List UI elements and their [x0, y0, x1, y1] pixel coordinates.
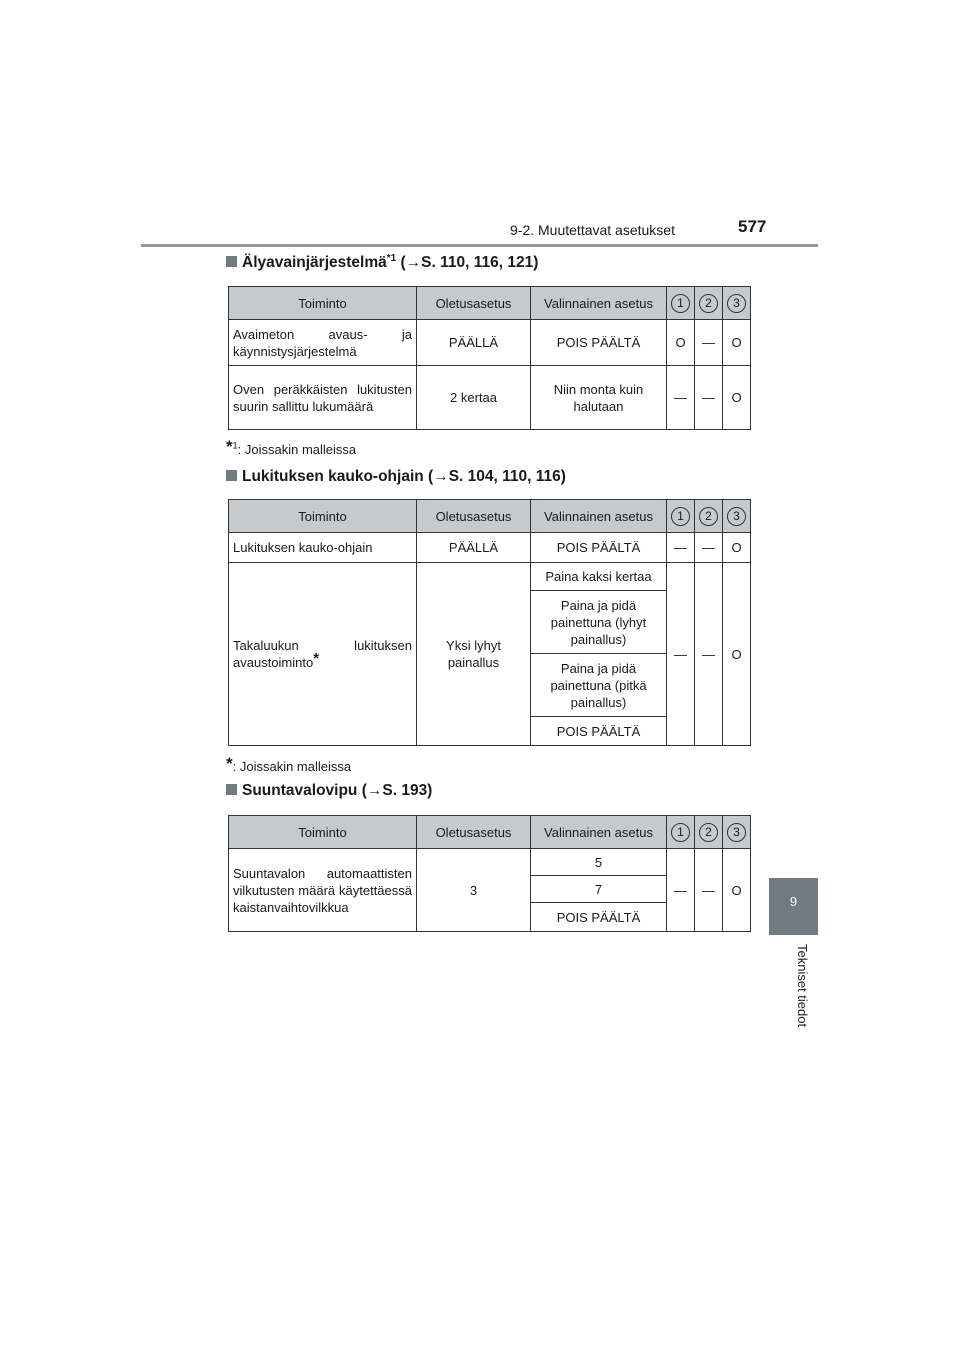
col-circle-2 [695, 500, 723, 533]
col-default: Oletusasetus [417, 287, 531, 320]
square-bullet-icon [226, 470, 237, 481]
cell-c1: O [667, 320, 695, 366]
col-circle-2 [695, 816, 723, 849]
circled-2-icon: 2 [699, 823, 718, 842]
cell-optional: POIS PÄÄLTÄ [531, 320, 667, 366]
cell-c3: O [723, 563, 751, 746]
circled-3-icon: 3 [727, 507, 746, 526]
chapter-number: 9 [789, 894, 798, 909]
chapter-label: Tekniset tiedot [795, 944, 810, 1028]
circled-1-icon: 1 [671, 823, 690, 842]
cell-option: 5 [531, 849, 667, 876]
table-row [229, 533, 751, 563]
cell-function: Oven peräkkäisten lukitusten suurin sallittu lukumäärä [229, 366, 417, 430]
cell-function: Avaimeton avaus- ja käynnistysjärjestelmä [229, 320, 417, 366]
cell-c2: — [695, 320, 723, 366]
col-circle-2 [695, 287, 723, 320]
cell-c1: — [667, 533, 695, 563]
cell-function: Takaluukun lukituksen avaustoiminto* [229, 563, 417, 746]
cell-c3: O [723, 533, 751, 563]
col-default: Oletusasetus [417, 816, 531, 849]
cell-default: PÄÄLLÄ [417, 533, 531, 563]
circled-2-icon: 2 [699, 507, 718, 526]
cell-c1: — [667, 849, 695, 932]
chapter-tab [769, 878, 818, 935]
table-header-row [229, 816, 751, 849]
cell-default: 2 kertaa [417, 366, 531, 430]
col-circle-3 [723, 500, 751, 533]
table-header-row [229, 287, 751, 320]
col-circle-1 [667, 287, 695, 320]
table-row [229, 366, 751, 430]
cell-optional: POIS PÄÄLTÄ [531, 533, 667, 563]
circled-3-icon: 3 [727, 294, 746, 313]
cell-default: PÄÄLLÄ [417, 320, 531, 366]
cell-c2: — [695, 563, 723, 746]
cell-function: Suuntavalon automaattisten vilkutusten määrä käytettäessä kaistanvaihtovilkkua [229, 849, 417, 932]
square-bullet-icon [226, 784, 237, 795]
circled-1-icon: 1 [671, 294, 690, 313]
cell-option: POIS PÄÄLTÄ [531, 903, 667, 932]
col-function: Toiminto [229, 816, 417, 849]
square-bullet-icon [226, 256, 237, 267]
cell-c3: O [723, 849, 751, 932]
cell-c1: — [667, 366, 695, 430]
cell-option: 7 [531, 876, 667, 903]
footnote: *$^1$: Joissakin malleissa [226, 437, 357, 457]
circled-1-icon: 1 [671, 507, 690, 526]
col-circle-3 [723, 287, 751, 320]
header-divider [141, 244, 818, 247]
cell-optional: Niin monta kuin halutaan [531, 366, 667, 430]
cell-c2: — [695, 533, 723, 563]
circled-3-icon: 3 [727, 823, 746, 842]
section-title-smart-key: Älyavainjärjestelmä$^{*1}$ (→S. 110, 116, 121) [226, 253, 538, 272]
col-function: Toiminto [229, 287, 417, 320]
cell-c1: — [667, 563, 695, 746]
col-circle-1 [667, 500, 695, 533]
col-optional: Valinnainen asetus [531, 816, 667, 849]
section-title-turn-signal: Suuntavalovipu (→S. 193) [226, 782, 432, 800]
table-row [229, 563, 751, 591]
cell-option: Paina ja pidä painettuna (pitkä painallus) [531, 654, 667, 717]
section-heading: 9-2. Muutettavat asetukset [510, 222, 675, 238]
cell-c3: O [723, 320, 751, 366]
cell-option: Paina ja pidä painettuna (lyhyt painallus) [531, 591, 667, 654]
circled-2-icon: 2 [699, 294, 718, 313]
cell-function: Lukituksen kauko-ohjain [229, 533, 417, 563]
cell-c2: — [695, 849, 723, 932]
col-optional: Valinnainen asetus [531, 287, 667, 320]
col-circle-3 [723, 816, 751, 849]
settings-table-smart-key [228, 286, 751, 430]
settings-table-turn-signal [228, 815, 751, 932]
cell-default: 3 [417, 849, 531, 932]
cell-option: POIS PÄÄLTÄ [531, 717, 667, 746]
cell-c3: O [723, 366, 751, 430]
table-header-row [229, 500, 751, 533]
cell-c2: — [695, 366, 723, 430]
col-optional: Valinnainen asetus [531, 500, 667, 533]
col-circle-1 [667, 816, 695, 849]
col-function: Toiminto [229, 500, 417, 533]
cell-default: Yksi lyhyt painallus [417, 563, 531, 746]
page-number: 577 [738, 217, 767, 236]
footnote: *: Joissakin malleissa [226, 754, 352, 774]
col-default: Oletusasetus [417, 500, 531, 533]
settings-table-remote-lock [228, 499, 751, 746]
section-title-remote-lock: Lukituksen kauko-ohjain (→S. 104, 110, 116) [226, 468, 566, 486]
table-row [229, 320, 751, 366]
cell-option: Paina kaksi kertaa [531, 563, 667, 591]
table-row [229, 849, 751, 876]
